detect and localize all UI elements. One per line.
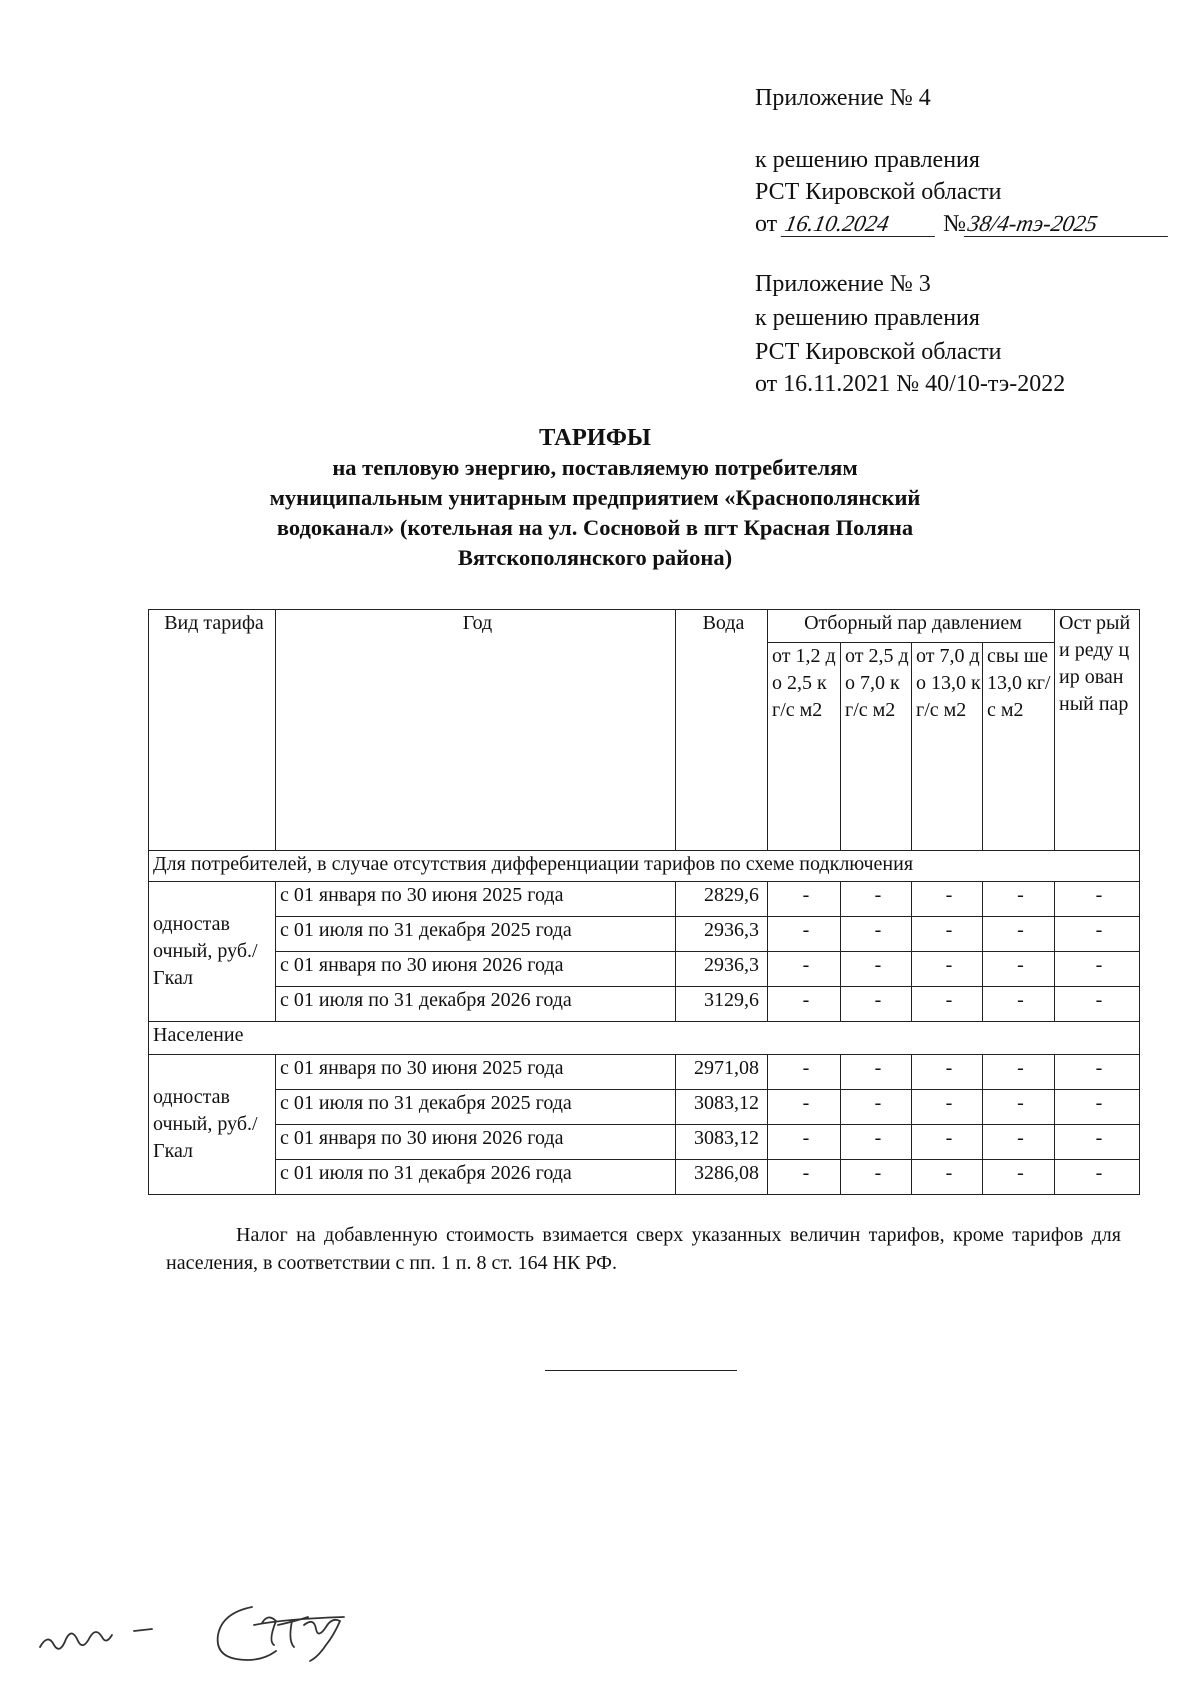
handwritten-number: 38/4-тэ-2025 [964, 212, 1172, 237]
dash-cell: - [912, 1125, 983, 1160]
dash-cell: - [841, 1055, 912, 1090]
period-cell: с 01 июля по 31 декабря 2025 года [276, 917, 676, 952]
period-cell: с 01 января по 30 июня 2025 года [276, 1055, 676, 1090]
dash-cell: - [912, 1090, 983, 1125]
period-cell: с 01 января по 30 июня 2026 года [276, 952, 676, 987]
tariff-table [148, 609, 1140, 1195]
period-cell: с 01 июля по 31 декабря 2026 года [276, 1160, 676, 1195]
dash-cell: - [1055, 1055, 1140, 1090]
header-steam: Отборный пар давлением [768, 610, 1055, 643]
water-value: 2936,3 [676, 917, 768, 952]
appendix-4-label: Приложение № 4 [755, 85, 931, 111]
dash-cell: - [912, 1055, 983, 1090]
vat-note [166, 1221, 1121, 1277]
section-title-population: Население [149, 1022, 1140, 1055]
tariff-type-cell: одностав очный, руб./Гкал [149, 1055, 276, 1195]
header-sharp-steam: Ост рый и реду цир ован ный пар [1055, 610, 1140, 851]
dash-cell: - [983, 1125, 1055, 1160]
period-cell: с 01 января по 30 июня 2025 года [276, 882, 676, 917]
table-row [149, 1160, 1140, 1195]
decision-date-number-line [755, 208, 1170, 240]
signature-initials-stroke [40, 1629, 152, 1649]
table-row [149, 1090, 1140, 1125]
document-title [130, 423, 1060, 573]
dash-cell: - [983, 917, 1055, 952]
appendix-3-label: Приложение № 3 [755, 271, 931, 297]
title-line-1: ТАРИФЫ [539, 424, 651, 451]
dash-cell: - [1055, 917, 1140, 952]
dash-cell: - [983, 952, 1055, 987]
dash-cell: - [1055, 1125, 1140, 1160]
title-line-3: муниципальным унитарным предприятием «Краснополянский [269, 485, 921, 510]
dash-cell: - [912, 952, 983, 987]
table-row [149, 952, 1140, 987]
prior-decision-line: от 16.11.2021 № 40/10-тэ-2022 [755, 371, 1066, 397]
dash-cell: - [768, 952, 841, 987]
dash-cell: - [768, 987, 841, 1022]
to-decision-line-1: к решению правления [755, 147, 980, 173]
water-value: 3083,12 [676, 1125, 768, 1160]
water-value: 3286,08 [676, 1160, 768, 1195]
water-value: 2829,6 [676, 882, 768, 917]
header-year: Год [276, 610, 676, 851]
number-label: № [943, 211, 967, 237]
dash-cell: - [768, 1160, 841, 1195]
dash-cell: - [983, 987, 1055, 1022]
dash-cell: - [1055, 952, 1140, 987]
dash-cell: - [841, 882, 912, 917]
dash-cell: - [841, 952, 912, 987]
table-row [149, 882, 1140, 917]
title-line-5: Вятскополянского района) [457, 545, 733, 570]
dash-cell: - [1055, 1160, 1140, 1195]
table-row [149, 917, 1140, 952]
dash-cell: - [1055, 1090, 1140, 1125]
water-value: 2936,3 [676, 952, 768, 987]
dash-cell: - [768, 1090, 841, 1125]
title-line-2: на тепловую энергию, поставляемую потребителям [332, 455, 858, 480]
water-value: 3083,12 [676, 1090, 768, 1125]
title-line-4: водоканал» (котельная на ул. Сосновой в пгт Красная Поляна [276, 515, 914, 540]
vat-note-text: Налог на добавленную стоимость взимается сверх указанных величин тарифов, кроме тарифов для населения, в соответствии с пп. 1 п. 8 ст. 164 НК РФ. [166, 1224, 1121, 1274]
period-cell: с 01 января по 30 июня 2026 года [276, 1125, 676, 1160]
water-value: 2971,08 [676, 1055, 768, 1090]
org-line-2: РСТ Кировской области [755, 339, 1002, 365]
table-row [149, 1055, 1140, 1090]
dash-cell: - [912, 987, 983, 1022]
dash-cell: - [1055, 987, 1140, 1022]
table-row [149, 987, 1140, 1022]
handwritten-date: 16.10.2024 [781, 212, 939, 237]
header-steam-2: от 2,5 до 7,0 кг/с м2 [841, 643, 912, 851]
dash-cell: - [912, 882, 983, 917]
dash-cell: - [768, 1055, 841, 1090]
header-steam-1: от 1,2 до 2,5 кг/с м2 [768, 643, 841, 851]
from-label: от [755, 211, 778, 237]
signature-flourish-stroke [218, 1607, 344, 1661]
dash-cell: - [841, 987, 912, 1022]
header-tariff-type: Вид тарифа [149, 610, 276, 851]
dash-cell: - [1055, 882, 1140, 917]
dash-cell: - [841, 1090, 912, 1125]
dash-cell: - [983, 882, 1055, 917]
header-steam-4: свы ше 13,0 кг/с м2 [983, 643, 1055, 851]
dash-cell: - [768, 917, 841, 952]
section-title-general: Для потребителей, в случае отсутствия дифференциации тарифов по схеме подключения [149, 851, 1140, 882]
to-decision-line-2: к решению правления [755, 305, 980, 331]
dash-cell: - [841, 1160, 912, 1195]
water-value: 3129,6 [676, 987, 768, 1022]
header-steam-3: от 7,0 до 13,0 кг/с м2 [912, 643, 983, 851]
tariff-type-cell: одностав очный, руб./Гкал [149, 882, 276, 1022]
table-row [149, 1125, 1140, 1160]
dash-cell: - [841, 917, 912, 952]
period-cell: с 01 июля по 31 декабря 2025 года [276, 1090, 676, 1125]
dash-cell: - [912, 917, 983, 952]
dash-cell: - [983, 1090, 1055, 1125]
closing-rule [545, 1370, 737, 1371]
dash-cell: - [768, 882, 841, 917]
period-cell: с 01 июля по 31 декабря 2026 года [276, 987, 676, 1022]
dash-cell: - [983, 1055, 1055, 1090]
org-line-1: РСТ Кировской области [755, 179, 1002, 205]
dash-cell: - [841, 1125, 912, 1160]
dash-cell: - [768, 1125, 841, 1160]
dash-cell: - [983, 1160, 1055, 1195]
header-water: Вода [676, 610, 768, 851]
signature [30, 1585, 370, 1685]
dash-cell: - [912, 1160, 983, 1195]
